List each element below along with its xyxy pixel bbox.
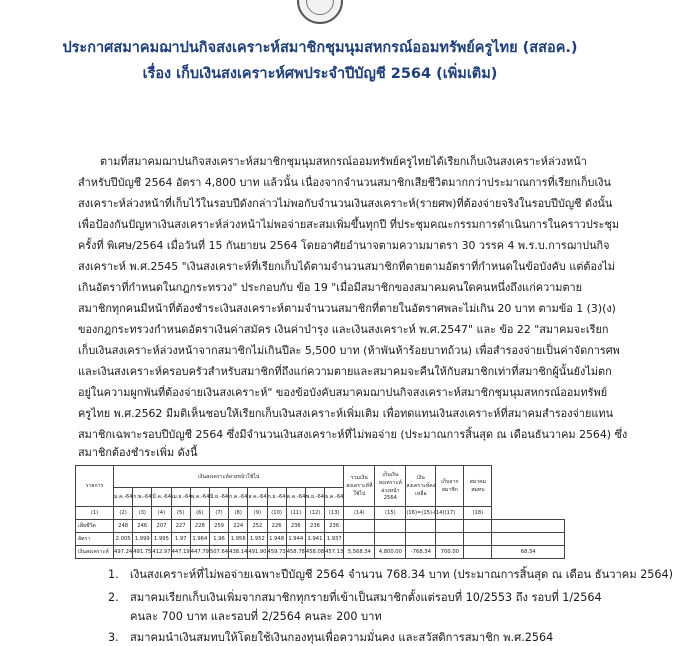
body-line: ครั้งที่ พิเศษ/2564 เมื่อวันที่ 15 กันยายน 2564 โดยอาศัยอำนาจตามความมาตรา 30 วรรค 4 พ.ร.บ.การฌาปนกิจ	[78, 239, 610, 252]
table-row-label: เงินสงเคราะห์	[76, 546, 114, 559]
table-cell: 224	[229, 520, 248, 533]
table-month-header: ส.ค.-64	[248, 488, 267, 507]
table-index-cell: (8)	[229, 507, 248, 520]
table-cell: 457.13	[325, 546, 344, 559]
table-cell	[406, 520, 436, 533]
table-index-cell: (7)	[209, 507, 228, 520]
body-line: สมาชิกต้องชำระเพิ่ม ดังนี้	[78, 446, 198, 459]
table-index-cell: (18)	[464, 507, 492, 520]
body-line: ครูไทย พ.ศ.2562 มีมติเห็นชอบให้เรียกเก็บเงินสงเคราะห์เพิ่มเติม เพื่อทดแทนเงินสงเคราะห์ที่สมาคมสำรองจ่ายแทน	[78, 407, 614, 420]
table-month-header: ต.ค.-64	[286, 488, 305, 507]
table-month-header: ก.ค.-64	[229, 488, 248, 507]
table-header-collected: เก็บเงินสงเคราะห์ล่วงหน้า 2564	[375, 466, 406, 507]
note-item: คนละ 700 บาท และรอบที่ 2/2564 คนละ 200 บาท	[130, 610, 382, 623]
table-cell: 236	[325, 520, 344, 533]
table-index-cell: (15)	[375, 507, 406, 520]
table-cell	[492, 520, 565, 533]
table-index-cell: (11)	[286, 507, 305, 520]
note-item: 1. เงินสงเคราะห์ที่ไม่พอจ่ายเฉพาะปีบัญชี 2564 จำนวน 768.34 บาท (ประมาณการสิ้นสุด ณ เดือน ธันวาคม 2564)	[108, 568, 673, 581]
table-month-header: ก.พ.-64	[133, 488, 152, 507]
body-line: เก็บเงินสงเคราะห์ล่วงหน้าจากสมาชิกไม่เกินปีละ 5,500 บาท (ห้าพันห้าร้อยบาทถ้วน) เพื่อสำรองจ่ายเป็นค่าจัดการศพ	[78, 344, 620, 357]
table-row	[76, 520, 565, 533]
table-cell: 700.00	[436, 546, 464, 559]
table-cell: 207	[152, 520, 171, 533]
contribution-table	[75, 465, 565, 559]
table-cell: 507.64	[209, 546, 228, 559]
table-cell	[464, 546, 492, 559]
table-index-row	[76, 507, 565, 520]
table-index-cell: (2)	[114, 507, 133, 520]
table-cell	[375, 520, 406, 533]
table-group-header: เงินสงเคราะห์ล่วงหน้าใช้ไป	[114, 466, 344, 488]
table-cell	[406, 533, 436, 546]
note-item: 3. สมาคมนำเงินสมทบให้โดยใช้เงินกองทุนเพื่อความมั่นคง และสวัสดิการสมาชิก พ.ศ.2564	[108, 631, 554, 644]
body-line: เพื่อป้องกันปัญหาเงินสงเคราะห์ล่วงหน้าไม่พอจ่ายสะสมเพิ่มขึ้นทุกปี ที่ประชุมคณะกรรมการดำเนินการในคราวประชุม	[78, 218, 620, 231]
table-month-header: เม.ย.-64	[171, 488, 190, 507]
table-index-cell: (6)	[190, 507, 209, 520]
table-cell: 1.944	[286, 533, 305, 546]
table-cell: 4,800.00	[375, 546, 406, 559]
note-item: 2. สมาคมเรียกเก็บเงินเพิ่มจากสมาชิกทุกรายที่เข้าเป็นสมาชิกตั้งแต่รอบที่ 10/2553 ถึง รอบที่ 1/2564	[108, 591, 602, 604]
body-line: สงเคราะห์ พ.ศ.2545 "เงินสงเคราะห์ที่เรียกเก็บได้ตามจำนวนสมาชิกที่ตายตามอัตราที่กำหนดในข้อบังคับ แต่ต้องไม่	[78, 260, 615, 273]
table-cell: 438.14	[229, 546, 248, 559]
table-cell: 2.005	[114, 533, 133, 546]
table-cell: 226	[267, 520, 286, 533]
body-line: และเงินสงเคราะห์ครอบครัวสำหรับสมาชิกที่ถึงแก่ความตายและสมาคมจะคืนให้กับสมาชิกเท่าที่สมาชิกผู้นั้นยังไม่ตก	[78, 365, 612, 378]
body-line: สมาชิกทุกคนมีหน้าที่ต้องชำระเงินสงเคราะห์ตามจำนวนสมาชิกที่ตายในอัตราศพละไม่เกิน 20 บาท ตามข้อ 1 (3)(ง)	[78, 302, 616, 315]
table-index-cell: (16)=(15)-(14)	[406, 507, 436, 520]
table-cell: 259	[209, 520, 228, 533]
table-cell: 1.995	[152, 533, 171, 546]
table-index-cell: (10)	[267, 507, 286, 520]
table-cell: 1.952	[248, 533, 267, 546]
table-cell: 68.34	[492, 546, 565, 559]
table-cell: 1.956	[229, 533, 248, 546]
table-month-header: พ.ย.-64	[305, 488, 324, 507]
table-cell: 1.96	[209, 533, 228, 546]
table-cell: 236	[305, 520, 324, 533]
table-cell	[375, 533, 406, 546]
table-month-header: มิ.ย.-64	[209, 488, 228, 507]
table-row	[76, 546, 565, 559]
table-header-total: รวมเงินสงเคราะห์ที่ใช้ไป	[344, 466, 375, 507]
table-cell: 447.19	[171, 546, 190, 559]
table-cell	[344, 533, 375, 546]
table-cell	[464, 533, 492, 546]
table-cell	[344, 520, 375, 533]
document-subject: เรื่อง เก็บเงินสงเคราะห์ศพประจำปีบัญชี 2564 (เพิ่มเติม)	[142, 66, 498, 82]
table-cell: 412.97	[152, 546, 171, 559]
table-index-cell: (13)	[325, 507, 344, 520]
table-cell: 497.24	[114, 546, 133, 559]
table-header-association: สมาคมสมทบ	[464, 466, 492, 507]
table-cell: 227	[171, 520, 190, 533]
table-month-header: ธ.ค.-64	[325, 488, 344, 507]
body-line: สมาชิกเฉพาะรอบปีบัญชี 2564 ซึ่งมีจำนวนเงินสงเคราะห์ที่ไม่พอจ่าย (ประมาณการสิ้นสุด ณ เดือนธันวาคม 2564) ซึ่ง	[78, 428, 628, 441]
association-seal-logo	[297, 0, 343, 24]
table-cell: 1.941	[305, 533, 324, 546]
table-cell: -768.34	[406, 546, 436, 559]
table-cell	[464, 520, 492, 533]
table-cell: 248	[114, 520, 133, 533]
table-cell: 1.948	[267, 533, 286, 546]
body-line: ตามที่สมาคมฌาปนกิจสงเคราะห์สมาชิกชุมนุมสหกรณ์ออมทรัพย์ครูไทยได้เรียกเก็บเงินสงเคราะห์ล่วงหน้า	[100, 155, 587, 168]
body-line: ของกฎกระทรวงกำหนดอัตราเงินค่าสมัคร เงินค่าบำรุง และเงินสงเคราะห์ พ.ศ.2547" และ ข้อ 22 "สมาคมจะเรียก	[78, 323, 609, 336]
table-index-cell: (14)	[344, 507, 375, 520]
table-cell: 5,568.34	[344, 546, 375, 559]
table-row-label: เสียชีวิต	[76, 520, 114, 533]
table-header-label: รายการ	[76, 466, 114, 507]
table-header-members: เก็บจากสมาชิก	[436, 466, 464, 507]
table-month-header: ม.ค.-64	[114, 488, 133, 507]
table-cell: 459.73	[267, 546, 286, 559]
table-month-header: มี.ค.-64	[152, 488, 171, 507]
table-index-cell: (12)	[305, 507, 324, 520]
table-cell: 1.964	[190, 533, 209, 546]
table-cell: 458.08	[305, 546, 324, 559]
table-cell: 491.90	[248, 546, 267, 559]
body-line: เกินอัตราที่กำหนดในกฎกระทรวง" ประกอบกับ ข้อ 19 "เมื่อมีสมาชิกของสมาคมคนใดคนหนึ่งถึงแก่ความตาย	[78, 281, 583, 294]
table-cell: 246	[133, 520, 152, 533]
body-line: อยู่ในความผูกพันที่ต้องจ่ายเงินสงเคราะห์" ของข้อบังคับสมาคมฌาปนกิจสงเคราะห์สมาชิกชุมนุมสหกรณ์ออมทรัพย์	[78, 386, 608, 399]
table-cell	[492, 533, 565, 546]
table-index-cell: (17)	[436, 507, 464, 520]
table-header-balance: เงินสงเคราะห์คงเหลือ	[406, 466, 436, 507]
table-cell: 252	[248, 520, 267, 533]
table-cell: 1.937	[325, 533, 344, 546]
table-cell: 491.75	[133, 546, 152, 559]
table-month-header: พ.ค.-64	[190, 488, 209, 507]
body-line: สงเคราะห์ล่วงหน้าที่เก็บไว้ในรอบปีดังกล่าวไม่พอกับจำนวนเงินสงเคราะห์(รายศพ)ที่ต้องจ่ายจริงในรอบปีบัญชี ดังนั้น	[78, 197, 613, 210]
table-index-cell: (5)	[171, 507, 190, 520]
body-line: สำหรับปีบัญชี 2564 อัตรา 4,800 บาท แล้วนั้น เนื่องจากจำนวนสมาชิกเสียชีวิตมากกว่าประมาณการที่เรียกเก็บเงิน	[78, 176, 611, 189]
table-row	[76, 533, 565, 546]
table-cell: 458.78	[286, 546, 305, 559]
table-month-header: ก.ย.-64	[267, 488, 286, 507]
table-index-cell: (4)	[152, 507, 171, 520]
table-cell: 236	[286, 520, 305, 533]
table-cell: 1.97	[171, 533, 190, 546]
table-index-cell: (3)	[133, 507, 152, 520]
table-cell: 447.79	[190, 546, 209, 559]
table-index-cell: (1)	[76, 507, 114, 520]
table-cell: 1.999	[133, 533, 152, 546]
table-row-label: อัตรา	[76, 533, 114, 546]
document-title: ประกาศสมาคมฌาปนกิจสงเคราะห์สมาชิกชุมนุมสหกรณ์ออมทรัพย์ครูไทย (สสอค.)	[62, 40, 578, 56]
table-index-cell: (9)	[248, 507, 267, 520]
table-cell: 228	[190, 520, 209, 533]
table-cell	[436, 533, 464, 546]
table-cell	[436, 520, 464, 533]
